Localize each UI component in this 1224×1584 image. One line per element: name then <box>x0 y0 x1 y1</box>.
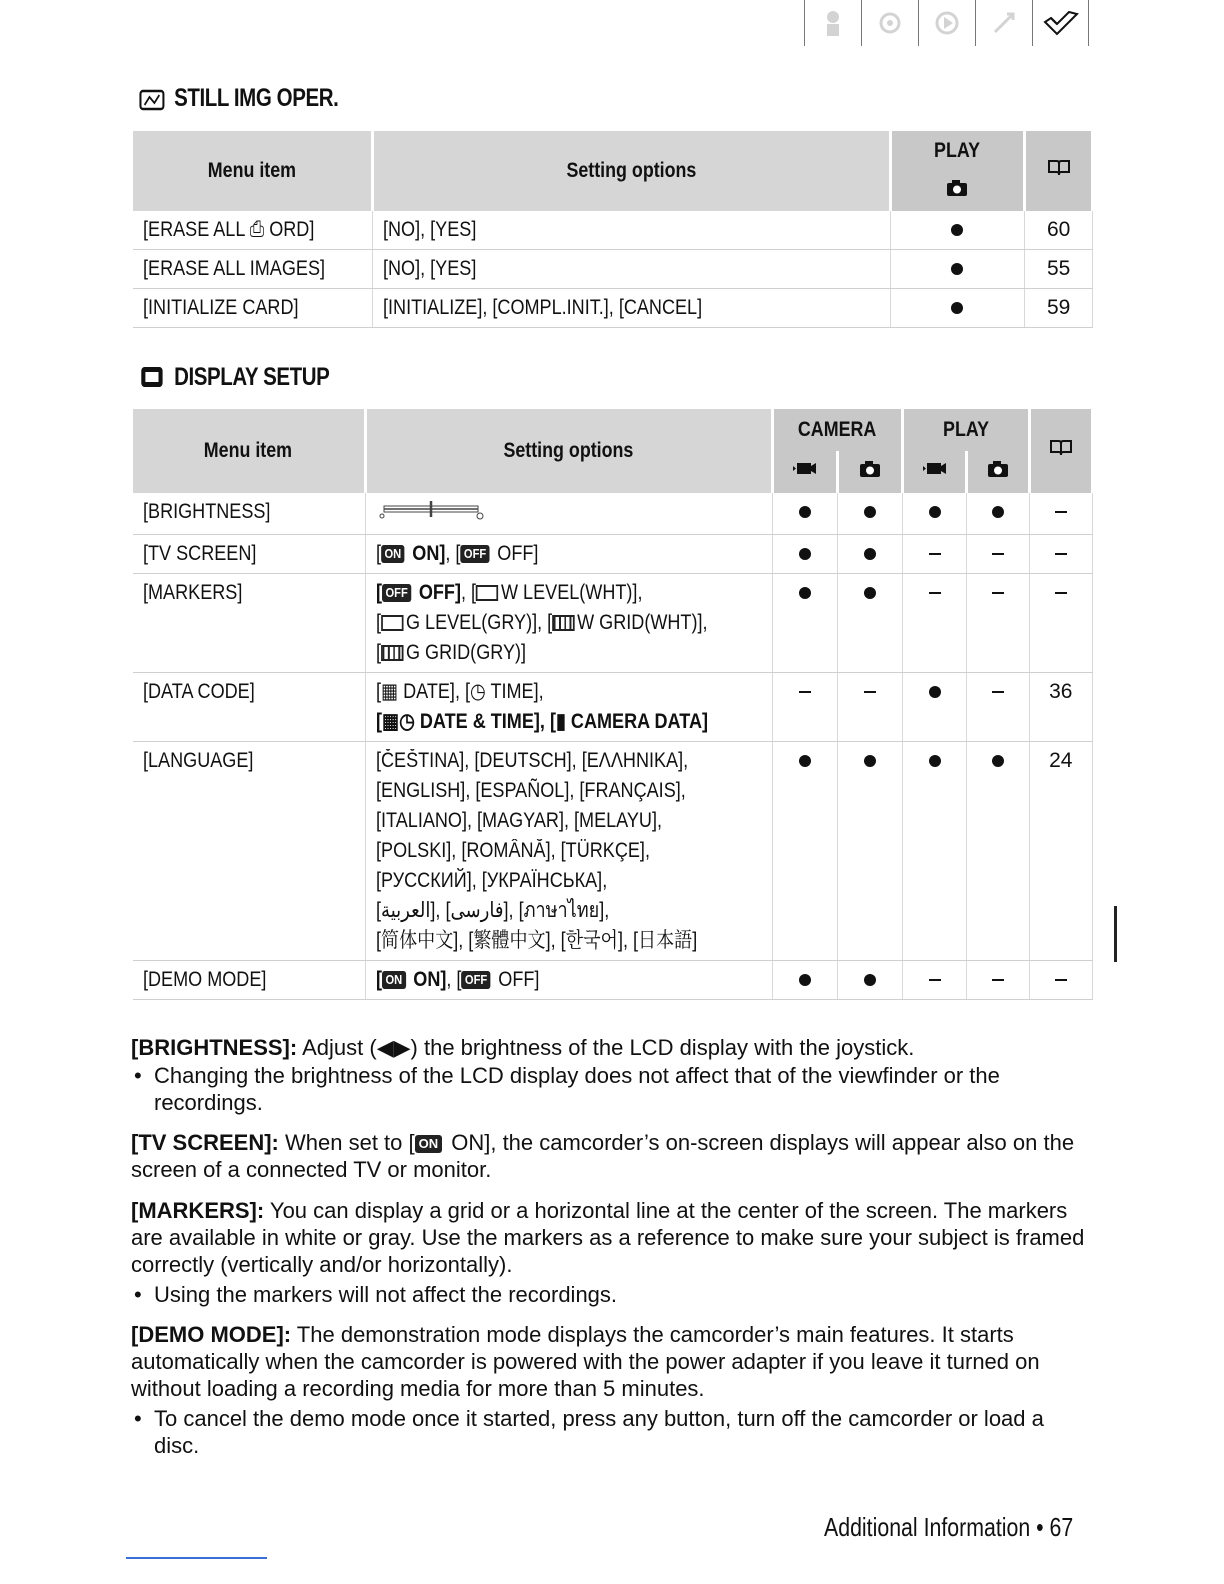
tab-external-icon[interactable] <box>975 0 1032 46</box>
menu-item-language: [LANGUAGE] <box>133 742 365 961</box>
change-bar <box>1114 906 1117 962</box>
tab-intro-icon[interactable] <box>804 0 861 46</box>
header-camera-movie-icon <box>772 451 838 493</box>
footer-rule <box>126 1557 267 1559</box>
table-row <box>133 574 1093 673</box>
page-ref: 55 <box>1025 250 1093 289</box>
menu-item-data-code: [DATA CODE] <box>133 673 365 742</box>
header-play-photo-icon <box>890 171 1025 211</box>
header-menu-item: Menu item <box>133 131 373 211</box>
menu-item-tv-screen: [TV SCREEN] <box>133 535 365 574</box>
setting-options: [INITIALIZE], [COMPL.INIT.], [CANCEL] <box>373 289 890 328</box>
tab-recording-icon[interactable] <box>861 0 918 46</box>
header-page-ref-icon <box>1029 409 1093 493</box>
page-ref: 60 <box>1025 211 1093 250</box>
section-title-display-setup <box>138 362 329 392</box>
menu-item-brightness: [BRIGHTNESS] <box>133 493 365 535</box>
note-brightness-bullet: • Changing the brightness of the LCD display does not affect that of the viewfinder or the recordings. <box>134 1062 1089 1116</box>
header-setting-options: Setting options <box>373 131 890 211</box>
menu-item-demo-mode: [DEMO MODE] <box>133 961 365 1000</box>
header-play: PLAY <box>890 131 1025 171</box>
header-setting-options: Setting options <box>365 409 772 493</box>
setting-options: [ČEŠTINA], [DEUTSCH], [ΕΛΛΗΝΙΚΑ], [ENGLISH], [ESPAÑOL], [FRANÇAIS], [ITALIANO], [MAGYAR], [MELAYU], [POLSKI], [ROMÂNĂ], [TÜRKÇE], [РУССКИЙ], [УКРАЇНСЬКА], [العربية], [فارسی], [ภาษาไทย], [简体中文], [繁體中文], [한국어], [日本語] <box>365 742 772 961</box>
setting-options: [NO], [YES] <box>373 211 890 250</box>
menu-item-erase-all-images: [ERASE ALL IMAGES] <box>133 250 373 289</box>
still-img-title: STILL IMG OPER. <box>174 84 339 112</box>
page-ref: 59 <box>1025 289 1093 328</box>
header-camera: CAMERA <box>772 409 903 451</box>
table-row <box>133 961 1093 1000</box>
still-img-oper-icon <box>138 85 166 113</box>
tab-reference-book-icon[interactable] <box>1032 0 1089 46</box>
display-setup-icon <box>138 362 166 392</box>
setting-options: [ ON ON], [ OFF OFF] <box>365 961 772 1000</box>
table-row <box>133 493 1093 535</box>
table-row <box>133 211 1093 250</box>
note-markers: [MARKERS]: You can display a grid or a horizontal line at the center of the screen. The markers are available in white or gray. Use the markers as a reference to make sure your subject is framed correctly (vertically and/or horizontally). <box>131 1198 1085 1277</box>
display-setup-title: DISPLAY SETUP <box>174 362 330 391</box>
menu-item-erase-all-order: [ERASE ALL ⎙ ORD] <box>133 211 373 250</box>
footer-section: Additional Information <box>824 1512 1031 1542</box>
play-photo-mark <box>890 289 1025 328</box>
header-play-photo-icon <box>966 451 1029 493</box>
tab-playback-icon[interactable] <box>918 0 975 46</box>
display-setup-table <box>133 409 1094 1000</box>
section-title-still-img <box>138 84 338 113</box>
table-row <box>133 535 1093 574</box>
menu-item-markers: [MARKERS] <box>133 574 365 673</box>
header-camera-photo-icon <box>838 451 903 493</box>
setting-options: [ ON ON], [ OFF OFF] <box>365 535 772 574</box>
page-footer <box>824 1512 1073 1543</box>
table-row <box>133 289 1093 328</box>
header-play-movie-icon <box>903 451 967 493</box>
note-demo-mode: [DEMO MODE]: The demonstration mode displays the camcorder’s main features. It starts automatically when the camcorder is powered with the power adapter if you leave it turned on without loading a recording media for more than 5 minutes. <box>131 1322 1040 1401</box>
still-img-table <box>133 131 1094 328</box>
table-row <box>133 742 1093 961</box>
setting-options: [▦ DATE], [◷ TIME], [▦◷ DATE & TIME], [▮ CAMERA DATA] <box>365 673 772 742</box>
page-ref: 24 <box>1029 742 1093 961</box>
page-number: 67 <box>1049 1512 1074 1542</box>
page-ref: 36 <box>1029 673 1093 742</box>
header-page-ref-icon <box>1025 131 1093 211</box>
brightness-slider-icon <box>376 497 486 521</box>
top-tab-bar <box>804 0 1089 46</box>
note-demo-mode-bullet: • To cancel the demo mode once it started, press any button, turn off the camcorder or load a disc. <box>134 1405 1089 1459</box>
footer-sep: • <box>1036 1512 1044 1542</box>
setting-options: [NO], [YES] <box>373 250 890 289</box>
table-row <box>133 673 1093 742</box>
setting-options: [ OFF OFF], [ W LEVEL(WHT)], [ G LEVEL(GRY)], [ W GRID(WHT)], [ G GRID(GRY)] <box>365 574 772 673</box>
header-play: PLAY <box>903 409 1029 451</box>
table-row <box>133 250 1093 289</box>
play-photo-mark <box>890 250 1025 289</box>
note-brightness: [BRIGHTNESS]: Adjust (◀▶) the brightness of the LCD display with the joystick. <box>131 1035 915 1060</box>
note-tv-screen: [TV SCREEN]: When set to [ ON ON], the camcorder’s on-screen displays will appear also on the screen of a connected TV or monitor. <box>131 1130 1075 1182</box>
menu-item-initialize-card: [INITIALIZE CARD] <box>133 289 373 328</box>
setting-options <box>365 493 772 535</box>
play-photo-mark <box>890 211 1025 250</box>
note-markers-bullet: • Using the markers will not affect the recordings. <box>134 1281 1089 1308</box>
header-menu-item: Menu item <box>133 409 365 493</box>
